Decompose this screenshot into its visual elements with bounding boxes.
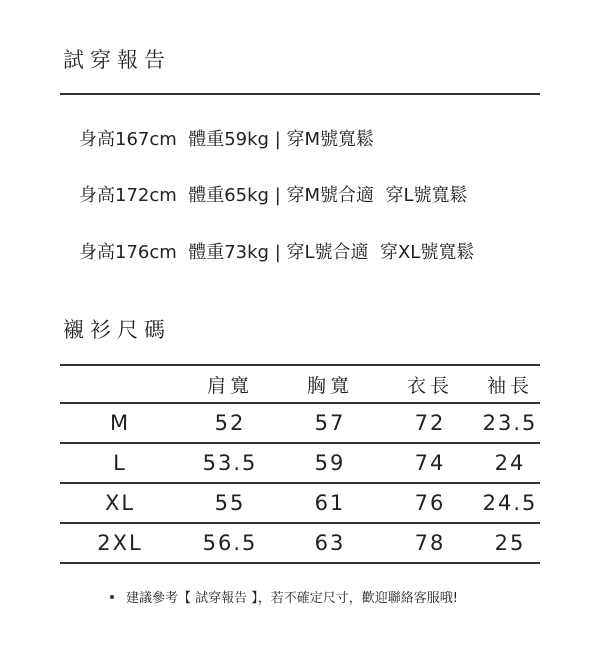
cell-size: 2XL — [60, 523, 180, 563]
fit-report-divider — [60, 93, 540, 95]
table-row — [60, 443, 540, 483]
cell-size: XL — [60, 483, 180, 523]
cell-length: 76 — [380, 483, 480, 523]
header-length: 衣長 — [380, 365, 480, 403]
fit-report-entry: 身高167cm 體重59kg | 穿M號寬鬆 — [79, 129, 375, 150]
bullet-icon — [110, 595, 114, 599]
cell-sleeve: 25 — [480, 523, 540, 563]
footnote-text: 建議參考【 試穿報告 】，若不確定尺寸，歡迎聯絡客服哦! — [126, 591, 458, 606]
cell-chest: 61 — [280, 483, 380, 523]
fit-report-entry: 身高176cm 體重73kg | 穿L號合適 穿XL號寬鬆 — [79, 242, 475, 263]
fit-report-entry: 身高172cm 體重65kg | 穿M號合適 穿L號寬鬆 — [79, 185, 468, 206]
cell-chest: 57 — [280, 403, 380, 443]
cell-size: M — [60, 403, 180, 443]
cell-size: L — [60, 443, 180, 483]
header-sleeve: 袖長 — [480, 365, 540, 403]
table-row — [60, 483, 540, 523]
size-chart-title: 襯衫尺碼 — [63, 318, 171, 342]
fit-report-title: 試穿報告 — [63, 48, 171, 72]
header-shoulder: 肩寬 — [180, 365, 280, 403]
cell-shoulder: 52 — [180, 403, 280, 443]
cell-shoulder: 55 — [180, 483, 280, 523]
cell-length: 74 — [380, 443, 480, 483]
cell-sleeve: 24 — [480, 443, 540, 483]
size-chart-header-row — [60, 365, 540, 403]
cell-length: 72 — [380, 403, 480, 443]
cell-chest: 59 — [280, 443, 380, 483]
header-chest: 胸寬 — [280, 365, 380, 403]
cell-sleeve: 23.5 — [480, 403, 540, 443]
cell-sleeve: 24.5 — [480, 483, 540, 523]
size-chart-table — [60, 364, 540, 564]
table-row — [60, 403, 540, 443]
cell-chest: 63 — [280, 523, 380, 563]
cell-shoulder: 56.5 — [180, 523, 280, 563]
header-size — [60, 365, 180, 403]
cell-shoulder: 53.5 — [180, 443, 280, 483]
table-row — [60, 523, 540, 563]
cell-length: 78 — [380, 523, 480, 563]
footnote — [110, 587, 458, 606]
